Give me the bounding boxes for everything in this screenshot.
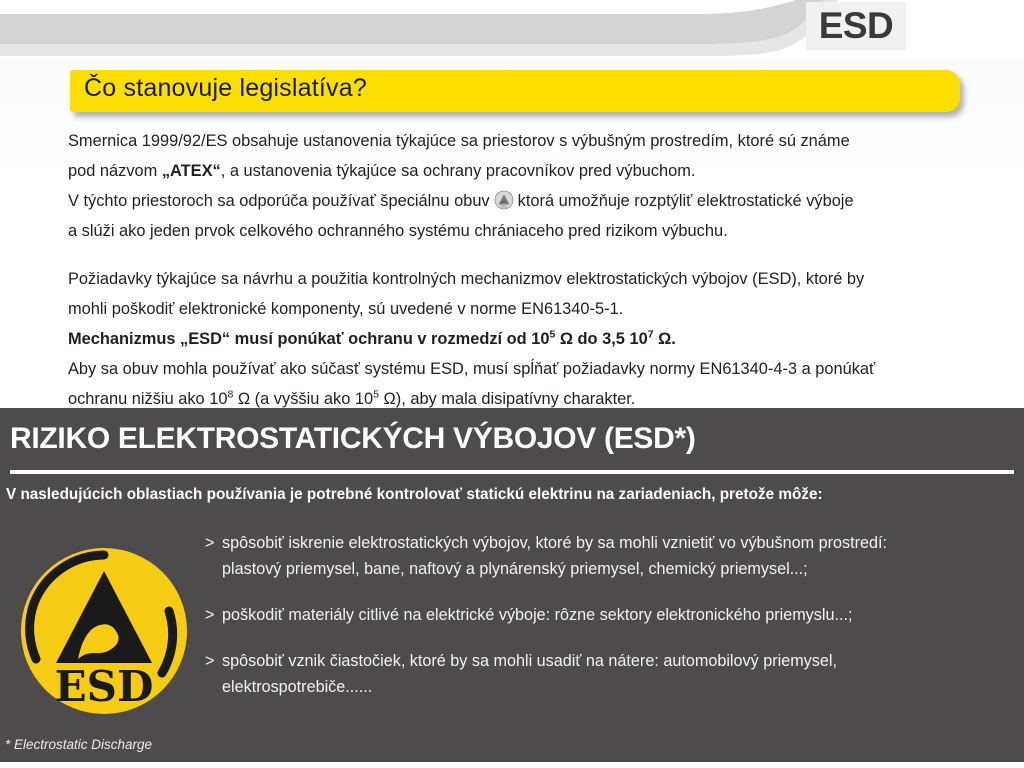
svg-text:ESD: ESD: [500, 204, 507, 209]
paragraph-legislation: [68, 126, 968, 246]
esd-wordmark-label: ESD: [818, 5, 894, 46]
bullet-3-line-1: spôsobiť vznik čiastočiek, ktoré by sa mohli usadiť na nátere: automobilový priemysel,: [222, 652, 837, 670]
paragraph2-line3-bold: [68, 324, 968, 354]
esd-range-exp-a: 5: [549, 329, 556, 341]
page-bottom-edge: [0, 762, 1024, 768]
esd-risk-panel: [0, 408, 1024, 730]
bullet-2-line-1: poškodiť materiály citlivé na elektrické výboje: rôzne sektory elektronického priemyslu...;: [222, 606, 853, 624]
section-title-text: Čo stanovuje legislatíva?: [84, 74, 367, 102]
list-item: [205, 648, 1005, 700]
esd-range-exp-b: 7: [647, 329, 654, 341]
atex-term: „ATEX“: [161, 162, 221, 180]
paragraph1-line5: a slúži ako jeden prvok celkového ochranného systému chrániaceho pred rizikom výbuchu.: [68, 222, 728, 240]
panel-subheading: V nasledujúcich oblastiach používania je potrebné kontrolovať statickú elektrinu na zariadeniach, pretože môže:: [6, 486, 823, 503]
resistance-exp-b: 5: [373, 389, 379, 401]
resistance-text-c: Ω), aby mala disipatívny charakter.: [378, 390, 636, 408]
footnote-text: * Electrostatic Discharge: [5, 737, 153, 752]
risk-bullet-list: [205, 530, 1005, 700]
paragraph2-line2: mohli poškodiť elektronické komponenty, sú uvedené v norme EN61340-5-1.: [68, 300, 624, 318]
paragraph2-line4: Aby sa obuv mohla používať ako súčasť systému ESD, musí spĺňať požiadavky normy EN61340-4-3 a ponúkať: [68, 360, 876, 378]
page-header: [0, 0, 1024, 58]
paragraph1-line3-tail: ktorá umožňuje rozptýliť elektrostatické výboje: [517, 192, 854, 210]
panel-divider: [10, 470, 1014, 474]
bullet-marker-icon: >: [205, 534, 215, 552]
paragraph1-line3: [68, 186, 968, 216]
list-item: [205, 530, 1005, 582]
bullet-3-line-2: elektrospotrebiče......: [222, 678, 373, 696]
list-item: [205, 602, 1005, 628]
paragraph1-line3-text: V týchto priestoroch sa odporúča používať špeciálnu obuv: [68, 192, 490, 210]
esd-range-text-c: Ω.: [653, 330, 676, 348]
resistance-text-b: Ω (a vyššiu ako 10: [233, 390, 374, 408]
paragraph1-line2-suffix: , a ustanovenia týkajúce sa ochrany pracovníkov pred výbuchom.: [220, 162, 696, 180]
bullet-marker-icon: >: [205, 652, 215, 670]
esd-symbol-icon: [494, 190, 514, 210]
resistance-exp-a: 8: [227, 389, 234, 401]
resistance-text-a: ochranu nižšiu ako 10: [68, 390, 228, 408]
paragraph1-line2-prefix: pod názvom: [68, 162, 162, 180]
panel-heading: RIZIKO ELEKTROSTATICKÝCH VÝBOJOV (ESD*): [10, 422, 696, 455]
bullet-1-line-1: spôsobiť iskrenie elektrostatických výbojov, ktoré by sa mohli vznietiť vo výbušnom prostredí:: [222, 534, 888, 552]
paragraph1-line1: Smernica 1999/92/ES obsahuje ustanovenia týkajúce sa priestorov s výbušným prostredím, ktoré sú známe: [68, 132, 850, 150]
svg-text:ESD: ESD: [54, 662, 154, 711]
paragraph-esd-requirements: [68, 264, 968, 414]
document-body: [68, 126, 968, 414]
esd-range-text-a: Mechanizmus „ESD“ musí ponúkať ochranu v rozmedzí od 10: [68, 330, 550, 348]
paragraph1-line2: [68, 156, 968, 186]
paragraph2-line1: Požiadavky týkajúce sa návrhu a použitia kontrolných mechanizmov elektrostatických výbojov (ESD), ktoré by: [68, 270, 865, 288]
esd-logo-icon: [14, 541, 194, 721]
bullet-1-line-2: plastový priemysel, bane, naftový a plynárenský priemysel, chemický priemysel...;: [222, 560, 808, 578]
section-title-banner: [70, 70, 960, 112]
esd-range-text-b: Ω do 3,5 10: [555, 330, 648, 348]
bullet-marker-icon: >: [205, 606, 215, 624]
esd-wordmark-badge: [806, 2, 906, 50]
